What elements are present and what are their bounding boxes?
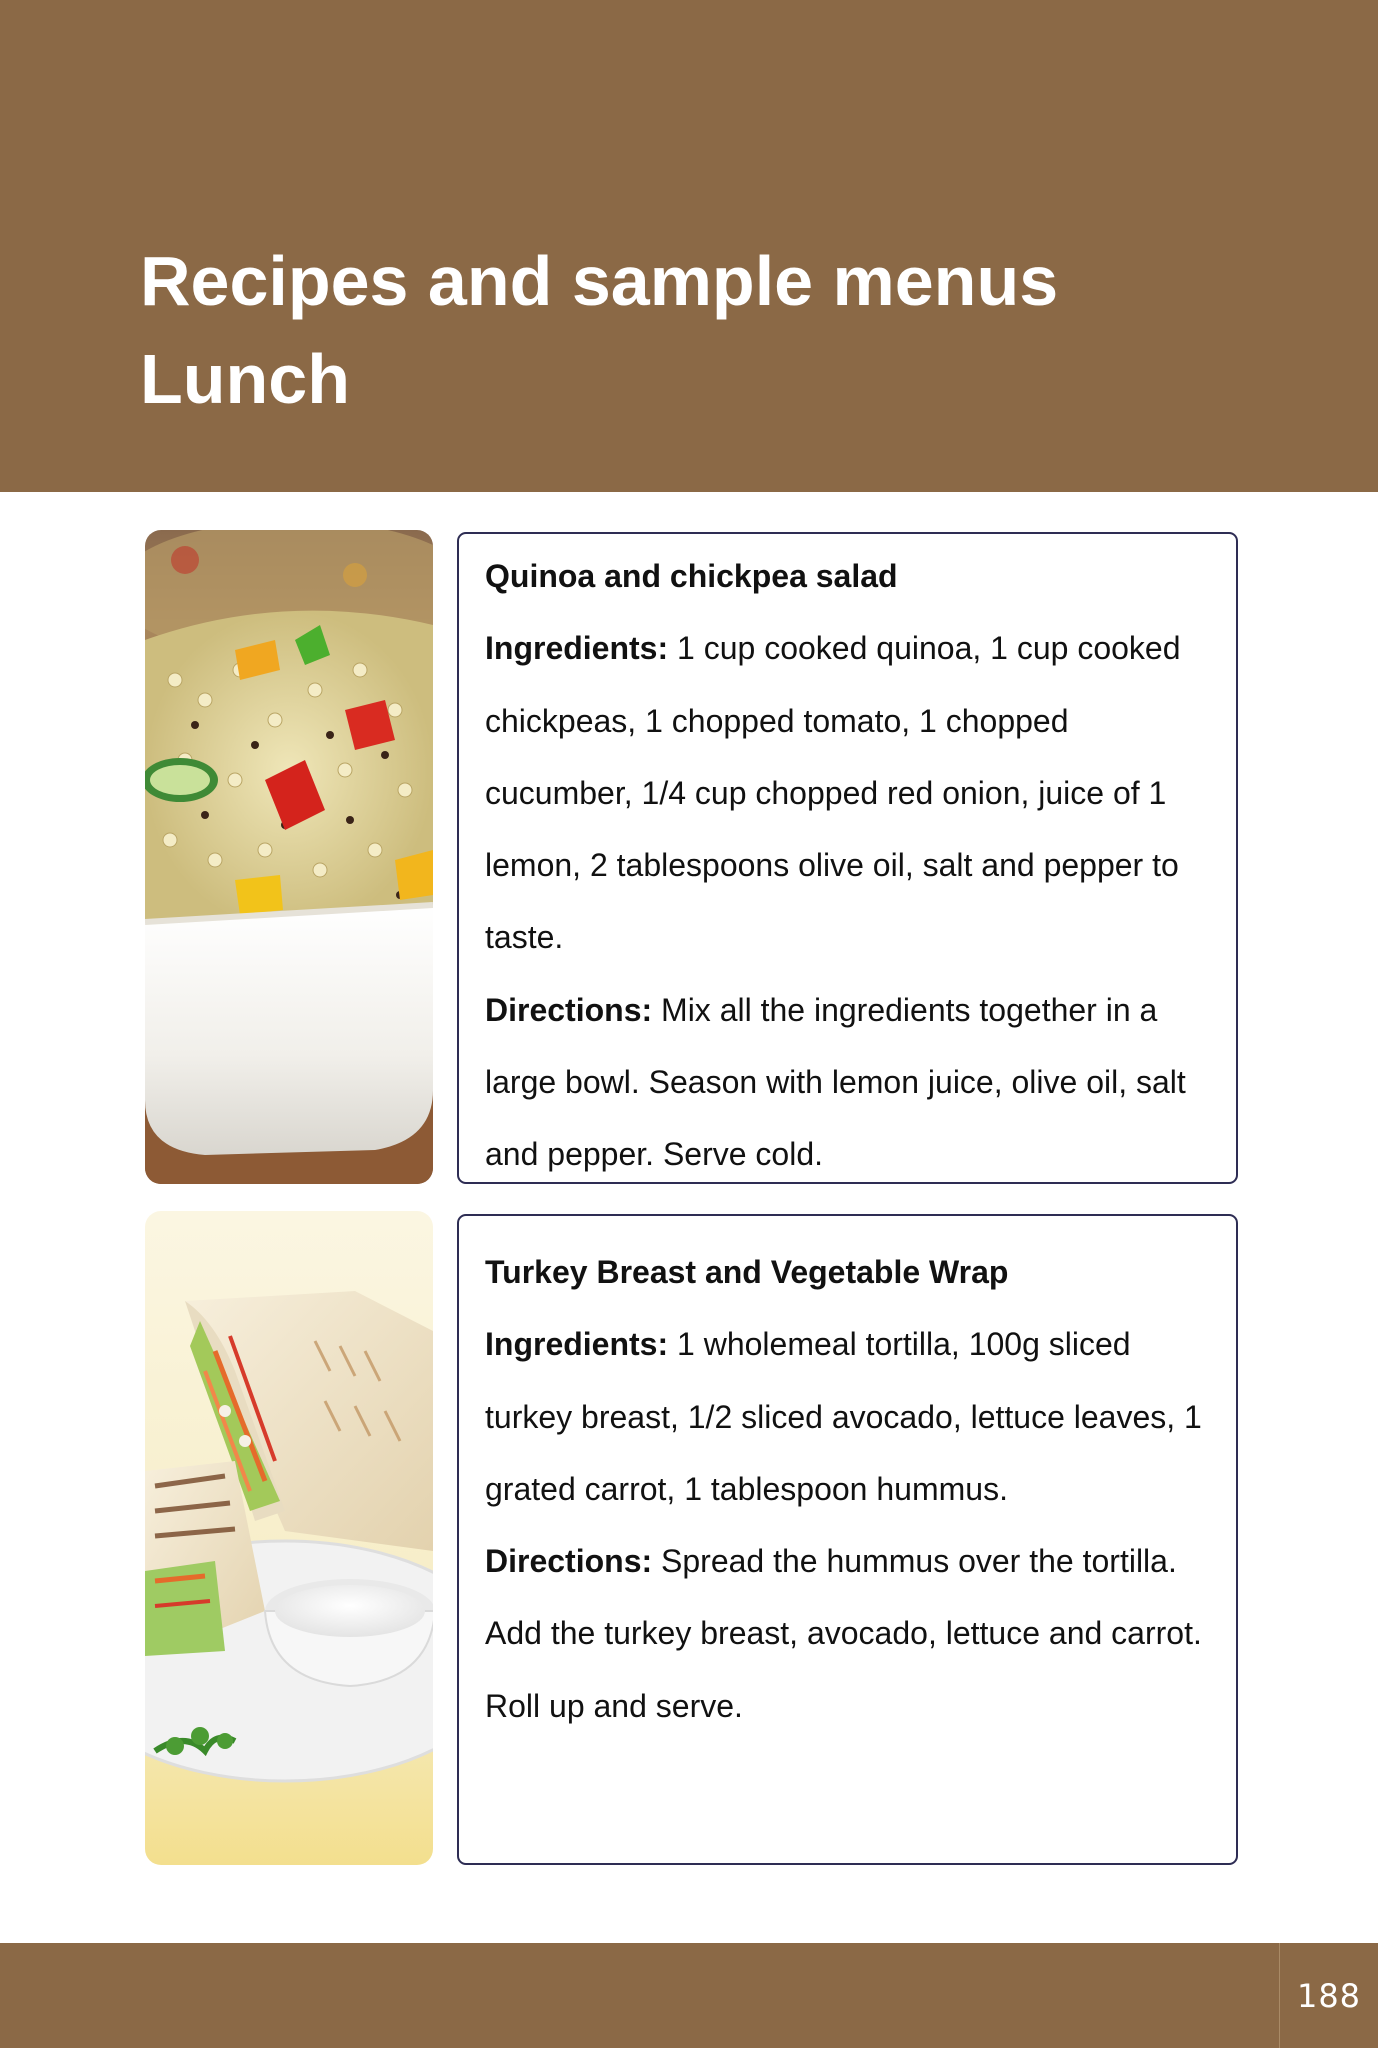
recipe-directions (485, 974, 1210, 1191)
ingredients-label: Ingredients: (485, 1326, 669, 1363)
directions-text: Mix all the ingredients together in a large bowl. Season with lemon juice, olive oil, salt and pepper. Serve cold. (485, 991, 1186, 1173)
directions-label: Directions: (485, 1543, 653, 1580)
recipe-ingredients (485, 1308, 1210, 1525)
turkey-wrap-illustration (145, 1211, 433, 1865)
directions-label: Directions: (485, 991, 653, 1028)
directions-text: Spread the hummus over the tortilla. Add the turkey breast, avocado, lettuce and carrot. Roll up and serve. (485, 1543, 1202, 1724)
page-title-line-1: Recipes and sample menus (140, 242, 1059, 320)
recipe-title: Turkey Breast and Vegetable Wrap (485, 1254, 1009, 1290)
page-number: 188 (1279, 1943, 1378, 2048)
quinoa-salad-illustration (145, 530, 433, 1184)
page-title (140, 232, 1058, 428)
recipe-title: Quinoa and chickpea salad (485, 558, 898, 594)
turkey-wrap-photo (145, 1211, 433, 1865)
ingredients-label: Ingredients: (485, 630, 669, 667)
header-band (0, 0, 1378, 492)
recipe-card-turkey-wrap (457, 1214, 1238, 1865)
ingredients-text: 1 cup cooked quinoa, 1 cup cooked chickpeas, 1 chopped tomato, 1 chopped cucumber, 1/4 cup chopped red onion, juice of 1 lemon, 2 tablespoons olive oil, salt and pepper to taste. (485, 630, 1181, 956)
recipe-directions (485, 1525, 1210, 1742)
quinoa-salad-photo (145, 530, 433, 1184)
recipe-ingredients (485, 612, 1210, 973)
footer-band (0, 1943, 1378, 2048)
recipe-card-quinoa (457, 532, 1238, 1184)
ingredients-text: 1 wholemeal tortilla, 100g sliced turkey breast, 1/2 sliced avocado, lettuce leaves, 1 grated carrot, 1 tablespoon hummus. (485, 1326, 1202, 1507)
page-title-line-2: Lunch (140, 340, 350, 418)
